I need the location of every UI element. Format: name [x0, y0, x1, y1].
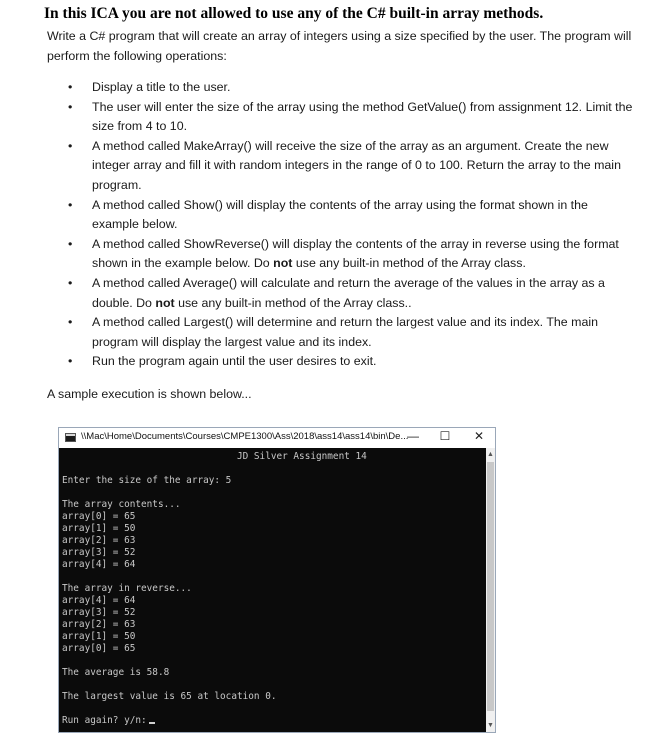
- text-cursor: [149, 722, 155, 724]
- scroll-down-arrow-icon[interactable]: ▼: [487, 722, 494, 729]
- console-window: [58, 427, 496, 733]
- console-line: array[0] = 65: [62, 643, 136, 654]
- console-line: The array in reverse...: [62, 583, 192, 594]
- console-line: array[4] = 64: [62, 559, 136, 570]
- console-line: array[1] = 50: [62, 523, 136, 534]
- assignment-intro: Write a C# program that will create an array of integers using a size specified by the user. The program will perform the following operations:: [47, 29, 632, 63]
- console-line: array[2] = 63: [62, 535, 136, 546]
- console-line: array[3] = 52: [62, 607, 136, 618]
- console-line: Enter the size of the array: 5: [62, 475, 232, 486]
- scroll-up-arrow-icon[interactable]: ▲: [487, 451, 494, 458]
- assignment-heading: In this ICA you are not allowed to use any of the C# built-in array methods.: [44, 5, 544, 22]
- requirement-item: • A method called Show() will display the contents of the array using the format shown in the example below.: [66, 196, 638, 235]
- console-line: array[4] = 64: [62, 595, 136, 606]
- console-line: array[2] = 63: [62, 619, 136, 630]
- console-line: array[1] = 50: [62, 631, 136, 642]
- minimize-button[interactable]: —: [407, 429, 419, 443]
- console-line: The array contents...: [62, 499, 181, 510]
- scrollbar-thumb[interactable]: [487, 462, 494, 711]
- console-titlebar[interactable]: [59, 428, 495, 448]
- requirement-item: • A method called Average() will calculate and return the average of the values in the array as a double. Do not use any built-in method of the Array class..: [66, 274, 638, 313]
- console-line: JD Silver Assignment 14: [62, 451, 367, 462]
- console-line: The largest value is 65 at location 0.: [62, 691, 277, 702]
- console-window-title: \\Mac\Home\Documents\Courses\CMPE1300\Ass\2018\ass14\ass14\bin\De...: [81, 431, 409, 442]
- sample-label: A sample execution is shown below...: [47, 387, 252, 401]
- console-scrollbar[interactable]: [486, 448, 495, 732]
- requirement-item: • The user will enter the size of the array using the method GetValue() from assignment 12. Limit the size from 4 to 10.: [66, 98, 638, 137]
- requirement-item: • Run the program again until the user desires to exit.: [66, 352, 638, 372]
- console-line: array[0] = 65: [62, 511, 136, 522]
- console-output[interactable]: [59, 448, 486, 732]
- requirement-item: • A method called Largest() will determine and return the largest value and its index. The main program will display the largest value and its index.: [66, 313, 638, 352]
- console-app-icon: [65, 433, 76, 442]
- requirement-item: • A method called ShowReverse() will display the contents of the array in reverse using the format shown in the example below. Do not use any built-in method of the Array class.: [66, 235, 638, 274]
- maximize-button[interactable]: ☐: [439, 429, 451, 443]
- console-prompt-line: [62, 715, 155, 726]
- requirements-list: [66, 78, 638, 372]
- requirement-item: • A method called MakeArray() will receive the size of the array as an argument. Create the new integer array and fill it with random integers in the range of 0 to 100. Return the array to the main program.: [66, 137, 638, 196]
- console-line: The average is 58.8: [62, 667, 170, 678]
- close-button[interactable]: ✕: [473, 429, 485, 443]
- console-line: array[3] = 52: [62, 547, 136, 558]
- console-prompt: Run again? y/n:: [62, 715, 147, 726]
- requirement-item: • Display a title to the user.: [66, 78, 638, 98]
